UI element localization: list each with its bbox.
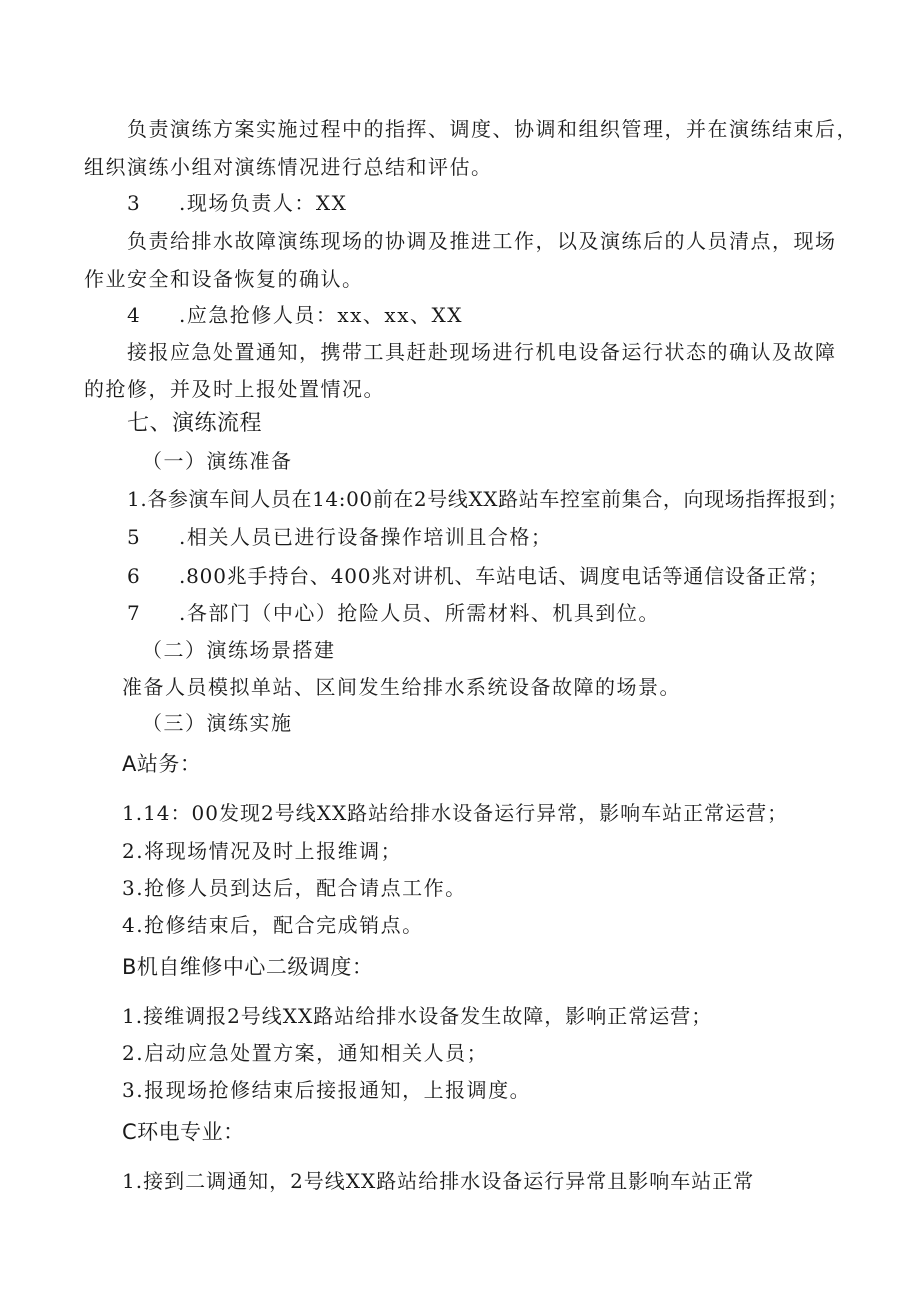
dispatch-heading: B机自维修中心二级调度： [122, 955, 374, 979]
station-item-1: 1.14：00发现2号线XX路站给排水设备运行异常，影响车站正常运营； [122, 801, 789, 825]
item-text: .相关人员已进行设备操作培训且合格； [179, 525, 553, 549]
item-text: .现场负责人：XX [179, 191, 348, 215]
station-heading: A站务： [122, 752, 202, 776]
dispatch-item-3: 3.报现场抢修结束后接报通知，上报调度。 [122, 1078, 532, 1102]
station-item-3: 3.抢修人员到达后，配合请点工作。 [122, 876, 467, 900]
paragraph-commander-duty-line1: 负责演练方案实施过程中的指挥、调度、协调和组织管理，并在演练结束后， [127, 117, 858, 141]
item-number: 3 [127, 191, 142, 215]
station-item-2: 2.将现场情况及时上报维调； [122, 839, 403, 863]
paragraph-site-duty-line1: 负责给排水故障演练现场的协调及推进工作，以及演练后的人员清点，现场 [127, 229, 837, 253]
item-text: .800兆手持台、400兆对讲机、车站电话、调度电话等通信设备正常； [179, 564, 829, 588]
item-number: 5 [127, 525, 142, 549]
prep-item-7 [127, 600, 660, 626]
prep-item-6 [127, 563, 829, 589]
item-number: 4 [127, 303, 142, 327]
subsection-scene-setup: （二）演练场景搭建 [142, 638, 336, 662]
item-number: 7 [127, 601, 142, 625]
subsection-preparation: （一）演练准备 [142, 449, 293, 473]
item-repair-staff [127, 302, 463, 328]
section-heading: 七、演练流程 [127, 411, 263, 436]
paragraph-repair-duty-line2: 的抢修，并及时上报处置情况。 [84, 377, 385, 401]
power-heading: C环电专业： [122, 1120, 245, 1144]
scene-description: 准备人员模拟单站、区间发生给排水系统设备故障的场景。 [122, 675, 681, 699]
station-item-4: 4.抢修结束后，配合完成销点。 [122, 913, 424, 937]
item-text: .应急抢修人员：xx、xx、XX [179, 303, 463, 327]
paragraph-repair-duty-line1: 接报应急处置通知，携带工具赶赴现场进行机电设备运行状态的确认及故障 [127, 340, 837, 364]
item-text: .各部门（中心）抢险人员、所需材料、机具到位。 [179, 601, 660, 625]
subsection-implementation: （三）演练实施 [142, 711, 293, 735]
item-number: 6 [127, 564, 141, 588]
paragraph-commander-duty-line2: 组织演练小组对演练情况进行总结和评估。 [84, 155, 493, 179]
prep-item-5 [127, 524, 552, 550]
prep-item-1: 1.各参演车间人员在14:00前在2号线XX路站车控室前集合，向现场指挥报到； [127, 487, 849, 511]
item-site-leader [127, 190, 347, 216]
power-item-1: 1.接到二调通知，2号线XX路站给排水设备运行异常且影响车站正常 [122, 1169, 755, 1193]
dispatch-item-2: 2.启动应急处置方案，通知相关人员； [122, 1041, 489, 1065]
paragraph-site-duty-line2: 作业安全和设备恢复的确认。 [84, 267, 364, 291]
dispatch-item-1: 1.接维调报2号线XX路站给排水设备发生故障，影响正常运营； [122, 1004, 713, 1028]
